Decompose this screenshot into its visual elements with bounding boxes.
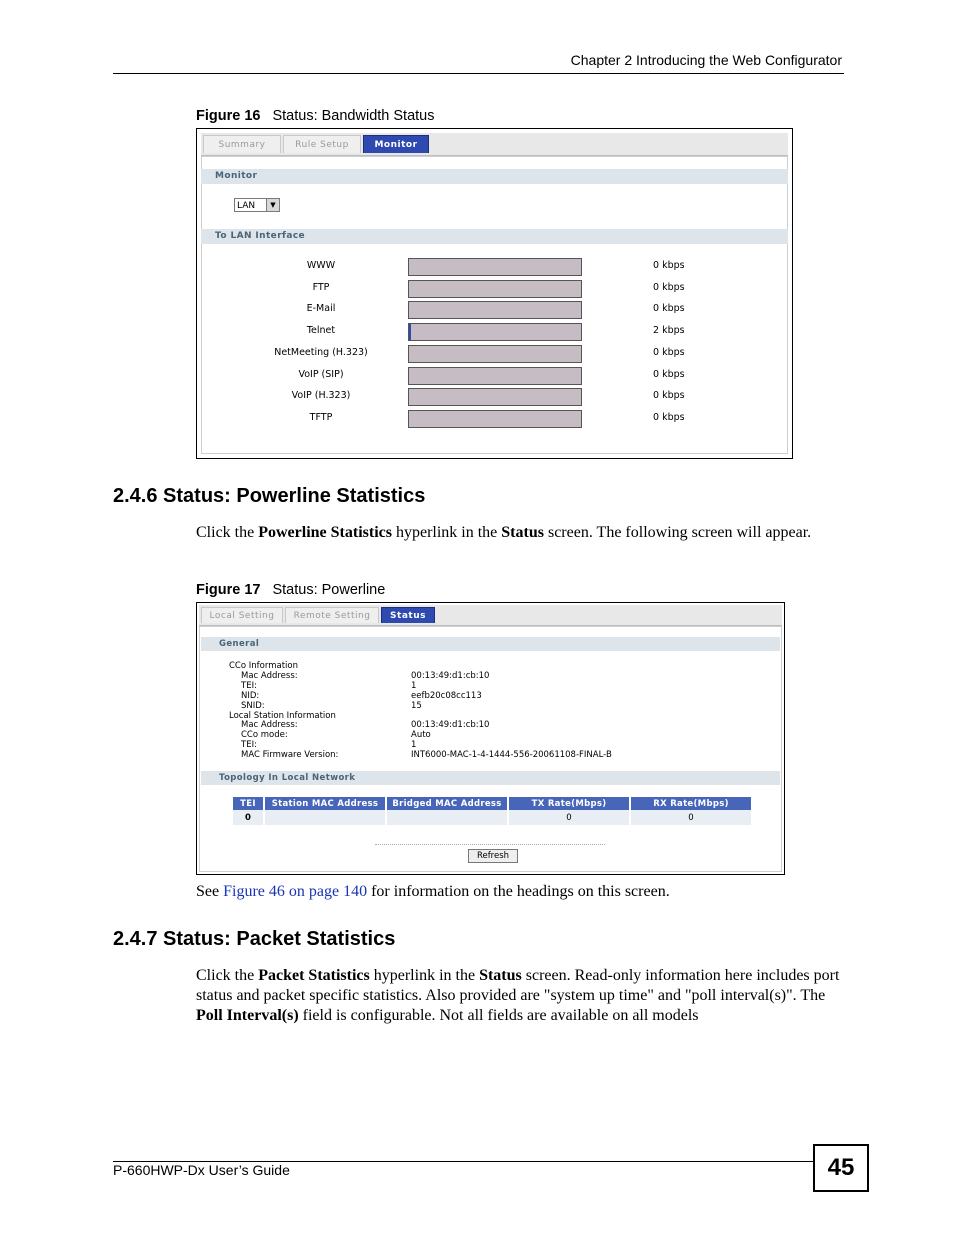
- section-247-paragraph: [196, 966, 844, 1026]
- info-label: Mac Address:: [241, 720, 298, 731]
- tab-bar: [199, 605, 782, 626]
- col-station-mac: Station MAC Address: [265, 797, 385, 810]
- info-value: 00:13:49:d1:cb:10: [411, 720, 490, 731]
- tab-monitor[interactable]: Monitor: [363, 135, 429, 153]
- bandwidth-bar: [408, 323, 582, 341]
- figure17-title: Status: Powerline: [272, 582, 386, 598]
- bandwidth-bar: [408, 388, 582, 406]
- bandwidth-value: 0 kbps: [653, 390, 685, 402]
- info-label: MAC Firmware Version:: [241, 750, 339, 761]
- bandwidth-value: 0 kbps: [653, 368, 685, 380]
- guide-title: P-660HWP-Dx User’s Guide: [113, 1162, 290, 1178]
- col-tx-rate: TX Rate(Mbps): [509, 797, 629, 810]
- general-section-header: General: [201, 637, 780, 651]
- bandwidth-bar: [408, 367, 582, 385]
- section-247-heading: 2.4.7 Status: Packet Statistics: [113, 928, 396, 950]
- tab-remote-setting[interactable]: Remote Setting: [285, 607, 379, 623]
- bandwidth-status-screenshot: [196, 128, 793, 459]
- info-value: eefb20c08cc113: [411, 690, 482, 701]
- bold-term: Status: [501, 524, 544, 541]
- col-bridged-mac: Bridged MAC Address: [387, 797, 507, 810]
- col-rx-rate: RX Rate(Mbps): [631, 797, 751, 810]
- cell-bridged-mac: [387, 810, 507, 825]
- col-tei: TEI: [233, 797, 263, 810]
- section-246-heading: 2.4.6 Status: Powerline Statistics: [113, 485, 426, 507]
- bandwidth-bar: [408, 258, 582, 276]
- table-row: [233, 810, 751, 825]
- bandwidth-bar-fill: [409, 324, 411, 340]
- figure16-title: Status: Bandwidth Status: [272, 108, 435, 124]
- bandwidth-bar: [408, 345, 582, 363]
- info-group-label: CCo Information: [229, 661, 298, 671]
- figure-46-link[interactable]: Figure 46 on page 140: [223, 883, 368, 900]
- bold-term: Packet Statistics: [258, 967, 370, 984]
- lan-interface-section-header: To LAN Interface: [201, 229, 788, 244]
- bandwidth-value: 0 kbps: [653, 411, 685, 423]
- bandwidth-row-label: NetMeeting (H.323): [274, 346, 368, 358]
- bandwidth-value: 2 kbps: [653, 325, 685, 337]
- bandwidth-value: 0 kbps: [653, 281, 685, 293]
- figure17-caption: [196, 582, 385, 598]
- text: hyperlink in the: [369, 967, 480, 984]
- text: See: [196, 883, 224, 900]
- section-246-paragraph: [196, 523, 846, 543]
- cell-station-mac: [265, 810, 385, 825]
- figure16-label: Figure 16: [196, 108, 261, 124]
- bold-term: Powerline Statistics: [258, 524, 392, 541]
- info-label: SNID:: [241, 700, 265, 711]
- text: for information on the headings on this screen.: [367, 883, 670, 900]
- refresh-button[interactable]: Refresh: [468, 849, 518, 863]
- interface-select-value: LAN: [237, 201, 256, 211]
- tab-summary[interactable]: Summary: [203, 135, 281, 153]
- info-value: 00:13:49:d1:cb:10: [411, 670, 490, 681]
- monitor-section-header: Monitor: [201, 169, 788, 184]
- bandwidth-row-label: VoIP (SIP): [298, 368, 344, 380]
- bandwidth-bar: [408, 301, 582, 319]
- text: hyperlink in the: [391, 524, 502, 541]
- info-label: TEI:: [241, 680, 257, 691]
- bandwidth-row-label: Telnet: [306, 325, 336, 337]
- bold-term: Status: [479, 967, 522, 984]
- info-label: TEI:: [241, 740, 257, 751]
- info-value: 15: [411, 700, 422, 711]
- chapter-header: Chapter 2 Introducing the Web Configurator: [570, 52, 842, 68]
- text: field is configurable. Not all fields are available on all models: [298, 1007, 699, 1024]
- table-header-row: [233, 797, 751, 810]
- text: Click the: [196, 967, 259, 984]
- bandwidth-value: 0 kbps: [653, 346, 685, 358]
- cell-tx-rate: 0: [509, 810, 629, 825]
- header-rule: [113, 73, 844, 74]
- bandwidth-value: 0 kbps: [653, 260, 685, 271]
- page-number: 45: [813, 1144, 869, 1192]
- cell-rx-rate: 0: [631, 810, 751, 825]
- tab-status[interactable]: Status: [381, 607, 435, 623]
- tab-local-setting[interactable]: Local Setting: [201, 607, 283, 623]
- info-label: NID:: [241, 690, 260, 701]
- info-value: 1: [411, 680, 417, 691]
- figure16-caption: [196, 108, 434, 124]
- text: screen. The following screen will appear.: [543, 524, 812, 541]
- info-value: 1: [411, 740, 417, 751]
- tab-bar: [201, 133, 788, 156]
- bandwidth-bar: [408, 410, 582, 428]
- interface-select[interactable]: [234, 198, 280, 212]
- bandwidth-row-label: WWW: [306, 260, 336, 271]
- info-value: Auto: [411, 730, 431, 741]
- info-label: Mac Address:: [241, 670, 298, 681]
- info-group-label: Local Station Information: [229, 710, 336, 721]
- topology-section-header: Topology In Local Network: [201, 771, 780, 785]
- bandwidth-bar: [408, 280, 582, 298]
- divider: [375, 844, 605, 845]
- text: screen. Read-only information here includes port status and packet specific statistics. Also provided are "system up time" and "poll interval(s)". The: [196, 967, 840, 1004]
- powerline-status-screenshot: [196, 602, 785, 875]
- tab-rule-setup[interactable]: Rule Setup: [283, 135, 361, 153]
- cell-tei: 0: [233, 810, 263, 825]
- bold-term: Poll Interval(s): [196, 1007, 299, 1024]
- figure17-label: Figure 17: [196, 582, 261, 598]
- info-label: CCo mode:: [241, 730, 288, 741]
- bandwidth-row-label: FTP: [312, 281, 330, 293]
- bandwidth-value: 0 kbps: [653, 303, 685, 315]
- chevron-down-icon[interactable]: ▼: [266, 199, 279, 211]
- bandwidth-row-label: TFTP: [309, 411, 333, 423]
- info-value: INT6000-MAC-1-4-1444-556-20061108-FINAL-B: [411, 750, 612, 761]
- topology-table: [231, 797, 753, 825]
- bandwidth-row-label: E-Mail: [306, 303, 336, 315]
- text: Click the: [196, 524, 259, 541]
- bandwidth-row-label: VoIP (H.323): [291, 390, 351, 402]
- see-figure-paragraph: [196, 882, 846, 902]
